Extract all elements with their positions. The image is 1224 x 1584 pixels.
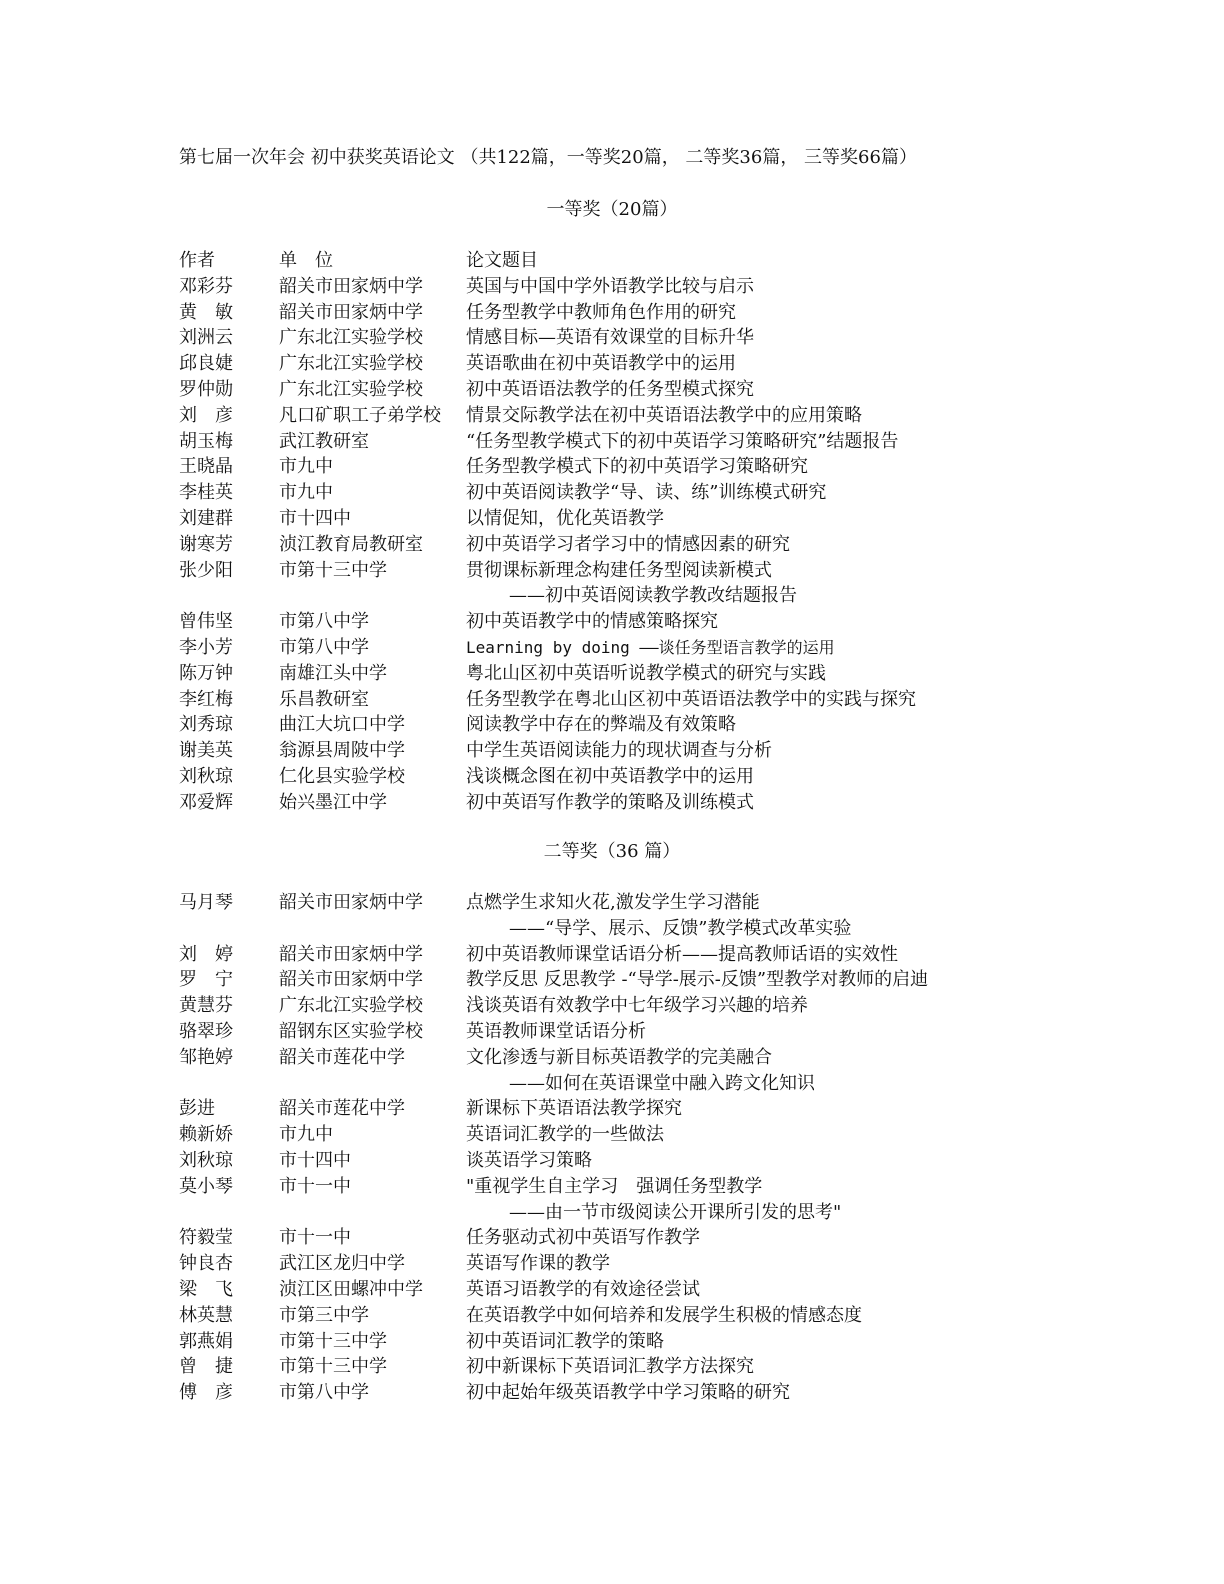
- paper-title: 文化渗透与新目标英语教学的完美融合: [466, 1046, 772, 1068]
- list-item-continuation: [179, 583, 1179, 609]
- paper-title: 英语习语教学的有效途径尝试: [466, 1278, 700, 1300]
- unit-name: 曲江大坑口中学: [279, 714, 405, 736]
- column-unit: 单 位: [279, 250, 333, 271]
- author-name: 黄慧芬: [179, 995, 233, 1017]
- paper-title: 在英语教学中如何培养和发展学生积极的情感态度: [466, 1304, 862, 1326]
- unit-name: 武江教研室: [279, 430, 369, 452]
- paper-title: "重视学生自主学习 强调任务型教学: [466, 1175, 763, 1197]
- author-name: 胡玉梅: [179, 430, 233, 452]
- unit-name: 韶关市田家炳中学: [279, 301, 423, 323]
- paper-title: 初中英语学习者学习中的情感因素的研究: [466, 533, 790, 555]
- list-item: [179, 558, 1179, 584]
- list-item: [179, 1354, 1179, 1380]
- paper-title: 初中英语写作教学的策略及训练模式: [466, 791, 754, 813]
- unit-name: 市十四中: [279, 1149, 351, 1171]
- author-name: 罗仲勋: [179, 378, 233, 400]
- list-item: [179, 993, 1179, 1019]
- author-name: 曾伟坚: [179, 611, 233, 633]
- author-name: 刘秋琼: [179, 1149, 233, 1171]
- unit-name: 广东北江实验学校: [279, 353, 423, 375]
- paper-title: “任务型教学模式下的初中英语学习策略研究”结题报告: [466, 430, 899, 452]
- author-name: 邓爱辉: [179, 791, 233, 813]
- unit-name: 广东北江实验学校: [279, 378, 423, 400]
- paper-title: 英语教师课堂话语分析: [466, 1020, 646, 1042]
- list-item: [179, 1303, 1179, 1329]
- list-item: [179, 1329, 1179, 1355]
- second-prize-title: 二等奖（36 篇）: [543, 841, 681, 862]
- unit-name: 广东北江实验学校: [279, 995, 423, 1017]
- list-item: [179, 300, 1179, 326]
- author-name: 谢美英: [179, 740, 233, 762]
- author-name: 李红梅: [179, 688, 233, 710]
- paper-title: ——“导学、展示、反馈”教学模式改革实验: [509, 917, 852, 939]
- author-name: 郭燕娟: [179, 1330, 233, 1352]
- list-item: [179, 890, 1179, 916]
- paper-title: 浅谈英语有效教学中七年级学习兴趣的培养: [466, 995, 808, 1017]
- paper-title: 英国与中国中学外语教学比较与启示: [466, 275, 754, 297]
- paper-title: 浅谈概念图在初中英语教学中的运用: [466, 765, 754, 787]
- unit-name: 市十一中: [279, 1175, 351, 1197]
- list-item-continuation: [179, 1200, 1179, 1226]
- paper-title: ——由一节市级阅读公开课所引发的思考": [509, 1201, 842, 1223]
- paper-title: 初中英语语法教学的任务型模式探究: [466, 378, 754, 400]
- paper-title: 阅读教学中存在的弊端及有效策略: [466, 714, 736, 736]
- list-item: [179, 712, 1179, 738]
- list-item: [179, 967, 1179, 993]
- author-name: 曾 捷: [179, 1356, 233, 1378]
- list-item: [179, 1225, 1179, 1251]
- unit-name: 市十四中: [279, 507, 351, 529]
- paper-title: 教学反思 反思教学 -“导学-展示-反馈”型教学对教师的启迪: [466, 969, 929, 991]
- unit-name: 韶关市田家炳中学: [279, 969, 423, 991]
- list-item-continuation: [179, 1071, 1179, 1097]
- unit-name: 韶关市田家炳中学: [279, 943, 423, 965]
- list-item: [179, 325, 1179, 351]
- paper-title: 英语写作课的教学: [466, 1253, 610, 1275]
- author-name: 符毅莹: [179, 1227, 233, 1249]
- unit-name: 武江区龙归中学: [279, 1253, 405, 1275]
- author-name: 邹艳婷: [179, 1046, 233, 1068]
- unit-name: 市第三中学: [279, 1304, 369, 1326]
- author-name: 马月琴: [179, 892, 233, 913]
- list-item: [179, 377, 1179, 403]
- unit-name: 韶关市田家炳中学: [279, 892, 423, 913]
- unit-name: 始兴墨江中学: [279, 791, 387, 813]
- paper-title: ——初中英语阅读教学教改结题报告: [509, 585, 797, 607]
- unit-name: 浈江教育局教研室: [279, 533, 423, 555]
- list-item: [179, 1122, 1179, 1148]
- unit-name: 翁源县周陂中学: [279, 740, 405, 762]
- author-name: 刘秀琼: [179, 714, 233, 736]
- author-name: 邓彩芬: [179, 275, 233, 297]
- list-item: [179, 687, 1179, 713]
- list-item: [179, 738, 1179, 764]
- list-item: [179, 454, 1179, 480]
- unit-name: 市第八中学: [279, 611, 369, 633]
- paper-title: Learning by doing ——谈任务型语言教学的运用: [466, 637, 835, 657]
- paper-title: 贯彻课标新理念构建任务型阅读新模式: [466, 559, 772, 581]
- paper-title: 初中起始年级英语教学中学习策略的研究: [466, 1382, 790, 1404]
- first-prize-title: 一等奖（20篇）: [546, 199, 678, 220]
- paper-title: 任务型教学模式下的初中英语学习策略研究: [466, 456, 808, 478]
- list-item: [179, 609, 1179, 635]
- paper-title: 以情促知，优化英语教学: [466, 507, 664, 529]
- paper-title: 粤北山区初中英语听说教学模式的研究与实践: [466, 662, 826, 684]
- list-item: [179, 1045, 1179, 1071]
- list-item: [179, 661, 1179, 687]
- author-name: 傅 彦: [179, 1382, 233, 1404]
- paper-title: 英语歌曲在初中英语教学中的运用: [466, 353, 736, 375]
- first-prize-list: [179, 248, 1179, 816]
- list-item: [179, 1251, 1179, 1277]
- list-item: [179, 1380, 1179, 1406]
- unit-name: 市第十三中学: [279, 559, 387, 581]
- paper-title: 初中英语教师课堂话语分析——提高教师话语的实效性: [466, 943, 898, 965]
- author-name: 莫小琴: [179, 1175, 233, 1197]
- column-author: 作者: [179, 250, 215, 271]
- paper-title: 点燃学生求知火花,激发学生学习潜能: [466, 892, 760, 913]
- unit-name: 市九中: [279, 482, 333, 504]
- unit-name: 市九中: [279, 1124, 333, 1146]
- unit-name: 凡口矿职工子弟学校: [279, 404, 441, 426]
- paper-title: 任务型教学在粤北山区初中英语语法教学中的实践与探究: [466, 688, 916, 710]
- list-item: [179, 506, 1179, 532]
- author-name: 赖新娇: [179, 1124, 233, 1146]
- paper-title: 初中新课标下英语词汇教学方法探究: [466, 1356, 754, 1378]
- author-name: 罗 宁: [179, 969, 233, 991]
- paper-title: 谈英语学习策略: [466, 1149, 592, 1171]
- paper-title: 情感目标—英语有效课堂的目标升华: [466, 327, 754, 349]
- list-item: [179, 1096, 1179, 1122]
- list-item: [179, 1277, 1179, 1303]
- author-name: 邱良婕: [179, 353, 233, 375]
- paper-title: 初中英语教学中的情感策略探究: [466, 611, 718, 633]
- author-name: 梁 飞: [179, 1278, 233, 1300]
- author-name: 李桂英: [179, 482, 233, 504]
- unit-name: 南雄江头中学: [279, 662, 387, 684]
- author-name: 黄 敏: [179, 301, 233, 323]
- author-name: 陈万钟: [179, 662, 233, 684]
- unit-name: 市第十三中学: [279, 1356, 387, 1378]
- unit-name: 韶关市莲花中学: [279, 1046, 405, 1068]
- list-item: [179, 351, 1179, 377]
- unit-name: 仁化县实验学校: [279, 765, 405, 787]
- author-name: 刘建群: [179, 507, 233, 529]
- author-name: 刘 彦: [179, 404, 233, 426]
- unit-name: 乐昌教研室: [279, 688, 369, 710]
- author-name: 骆翠珍: [179, 1020, 233, 1042]
- list-item: [179, 403, 1179, 429]
- paper-title: 英语词汇教学的一些做法: [466, 1124, 664, 1146]
- unit-name: 浈江区田螺冲中学: [279, 1278, 423, 1300]
- author-name: 张少阳: [179, 559, 233, 581]
- author-name: 刘洲云: [179, 327, 233, 349]
- author-name: 刘秋琼: [179, 765, 233, 787]
- unit-name: 韶关市田家炳中学: [279, 275, 423, 297]
- author-name: 钟良杏: [179, 1253, 233, 1275]
- list-item: [179, 790, 1179, 816]
- author-name: 李小芳: [179, 636, 233, 658]
- list-item: [179, 429, 1179, 455]
- unit-name: 广东北江实验学校: [279, 327, 423, 349]
- author-name: 王晓晶: [179, 456, 233, 478]
- unit-name: 市九中: [279, 456, 333, 478]
- unit-name: 韶关市莲花中学: [279, 1098, 405, 1120]
- paper-title: 初中英语词汇教学的策略: [466, 1330, 664, 1352]
- list-item: [179, 532, 1179, 558]
- paper-title: 任务型教学中教师角色作用的研究: [466, 301, 736, 323]
- unit-name: 市第八中学: [279, 636, 369, 658]
- list-item: [179, 274, 1179, 300]
- author-name: 刘 婷: [179, 943, 233, 965]
- paper-title: 新课标下英语语法教学探究: [466, 1098, 682, 1120]
- list-item: [179, 764, 1179, 790]
- paper-title: ——如何在英语课堂中融入跨文化知识: [509, 1072, 815, 1094]
- column-header-row: [179, 248, 1179, 274]
- list-item-continuation: [179, 916, 1179, 942]
- list-item: [179, 1019, 1179, 1045]
- unit-name: 市第十三中学: [279, 1330, 387, 1352]
- list-item: [179, 1148, 1179, 1174]
- paper-title: 任务驱动式初中英语写作教学: [466, 1227, 700, 1249]
- paper-title: 中学生英语阅读能力的现状调查与分析: [466, 740, 772, 762]
- unit-name: 韶钢东区实验学校: [279, 1020, 423, 1042]
- author-name: 彭进: [179, 1098, 215, 1120]
- author-name: 林英慧: [179, 1304, 233, 1326]
- unit-name: 市十一中: [279, 1227, 351, 1249]
- paper-title: 情景交际教学法在初中英语语法教学中的应用策略: [466, 404, 862, 426]
- list-item: [179, 480, 1179, 506]
- second-prize-list: [179, 890, 1179, 1406]
- list-item: [179, 1174, 1179, 1200]
- column-title: 论文题目: [466, 250, 538, 271]
- list-item: [179, 942, 1179, 968]
- unit-name: 市第八中学: [279, 1382, 369, 1404]
- paper-title: 初中英语阅读教学“导、读、练”训练模式研究: [466, 482, 827, 504]
- page-header: 第七届一次年会 初中获奖英语论文 （共122篇，一等奖20篇， 二等奖36篇， 三等奖66篇）: [179, 147, 917, 168]
- author-name: 谢寒芳: [179, 533, 233, 555]
- list-item: [179, 635, 1179, 661]
